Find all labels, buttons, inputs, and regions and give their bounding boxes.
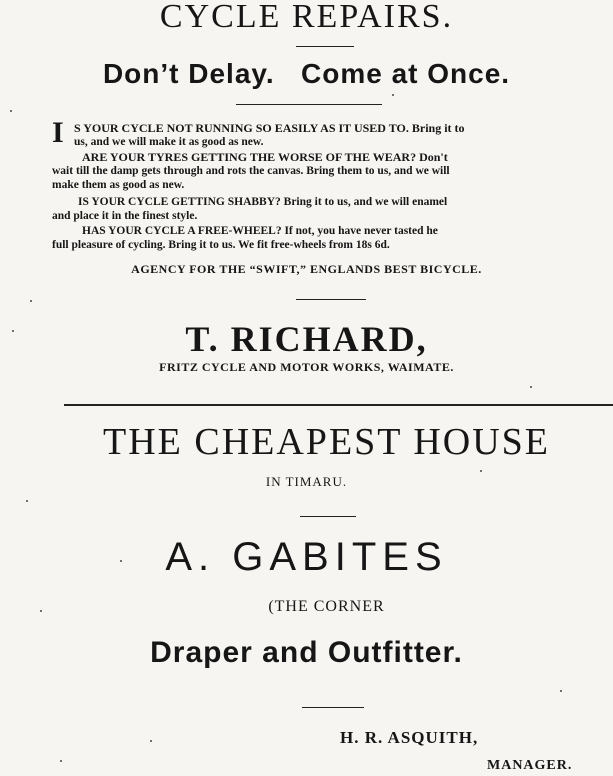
advert-subtitle: Don’t Delay. Come at Once. [102,58,511,89]
location-rule [300,516,356,517]
manager-name: H. R. ASQUITH, [340,728,479,747]
title-rule [296,46,354,47]
body-line: wait till the damp gets through and rots the canvas. Bring them to us, and we will [52,165,450,177]
trade-line: Draper and Outfitter. [150,636,463,669]
agency-rule [296,299,366,300]
location: IN TIMARU. [265,474,348,489]
body-line: HAS YOUR CYCLE A FREE-WHEEL? If not, you have never tasted he [82,225,438,237]
body-line: make them as good as new. [52,179,185,191]
advert-divider [64,404,613,406]
body-line: S YOUR CYCLE NOT RUNNING SO EASILY AS IT USED TO. Bring it to [74,122,465,135]
headline: THE CHEAPEST HOUSE [103,421,550,463]
corner-note: (THE CORNER [268,598,385,615]
agency-line: AGENCY FOR THE “SWIFT,” ENGLANDS BEST BICYCLE. [131,262,482,276]
advert-title: CYCLE REPAIRS. [159,0,454,35]
body-line: full pleasure of cycling. Bring it to us. We fit free-wheels from 18s 6d. [52,239,390,251]
body-line: us, and we will make it as good as new. [74,136,264,148]
proprietor-address: FRITZ CYCLE AND MOTOR WORKS, WAIMATE. [159,360,454,374]
manager-title: MANAGER. [487,758,573,773]
proprietor-name: T. RICHARD, [185,319,428,359]
body-line: and place it in the finest style. [52,210,198,222]
subtitle-rule [236,104,382,105]
drop-cap: I [52,116,64,149]
trade-rule [302,707,364,708]
business-name: A. GABITES [165,535,448,579]
body-line: ARE YOUR TYRES GETTING THE WORSE OF THE WEAR? Don't [82,151,448,164]
body-line: IS YOUR CYCLE GETTING SHABBY? Bring it to us, and we will enamel [78,196,448,208]
